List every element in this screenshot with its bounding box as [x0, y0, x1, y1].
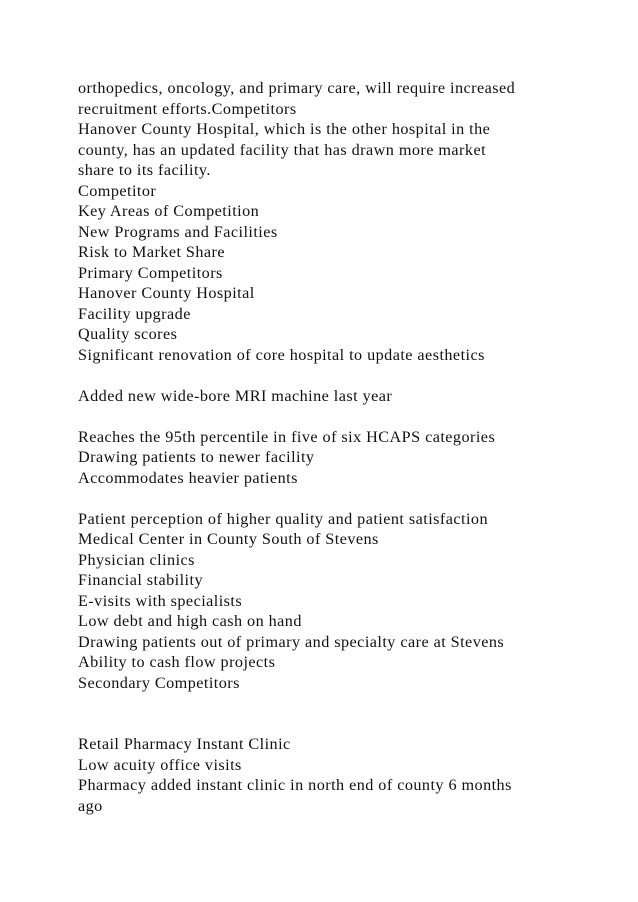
text-line: ago — [78, 796, 103, 815]
text-line: Drawing patients to newer facility — [78, 448, 315, 466]
text-line: Retail Pharmacy Instant Clinic — [78, 735, 291, 753]
text-line: Pharmacy added instant clinic in north end of county 6 months — [78, 776, 512, 794]
text-line: Medical Center in County South of Stevens — [78, 530, 379, 548]
text-line: Added new wide-bore MRI machine last year — [78, 386, 393, 405]
text-line: Low debt and high cash on hand — [78, 612, 302, 630]
text-line: Significant renovation of core hospital to update aesthetics — [78, 345, 485, 364]
blank-line — [78, 406, 578, 427]
text-line: Patient perception of higher quality and patient satisfaction — [78, 509, 488, 528]
text-line: Risk to Market Share — [78, 243, 226, 261]
text-line: Primary Competitors — [78, 263, 223, 282]
text-line: Financial stability — [78, 571, 203, 589]
text-line: Competitor — [78, 181, 157, 200]
text-line: Facility upgrade — [78, 304, 191, 323]
text-line: recruitment efforts.Competitors — [78, 99, 297, 118]
text-line: Accommodates heavier patients — [78, 468, 298, 487]
blank-line — [78, 714, 578, 735]
text-line: county, has an updated facility that has drawn more market — [78, 140, 487, 159]
blank-line — [78, 693, 578, 714]
text-line: Hanover County Hospital — [78, 284, 255, 302]
text-line: New Programs and Facilities — [78, 222, 278, 241]
text-line: Key Areas of Competition — [78, 202, 260, 220]
text-line: Ability to cash flow projects — [78, 653, 276, 671]
blank-line — [78, 365, 578, 386]
text-line: Reaches the 95th percentile in five of six HCAPS categories — [78, 427, 496, 446]
text-line: E-visits with specialists — [78, 591, 243, 610]
text-line: Quality scores — [78, 325, 178, 343]
text-line: Physician clinics — [78, 550, 195, 569]
document-body — [78, 78, 578, 816]
text-line: orthopedics, oncology, and primary care, will require increased — [78, 79, 516, 97]
text-line: Drawing patients out of primary and specialty care at Stevens — [78, 632, 505, 651]
text-line: Hanover County Hospital, which is the other hospital in the — [78, 120, 491, 138]
text-line: Low acuity office visits — [78, 755, 242, 774]
text-line: Secondary Competitors — [78, 673, 240, 692]
text-line: share to its facility. — [78, 161, 211, 179]
blank-line — [78, 488, 578, 509]
